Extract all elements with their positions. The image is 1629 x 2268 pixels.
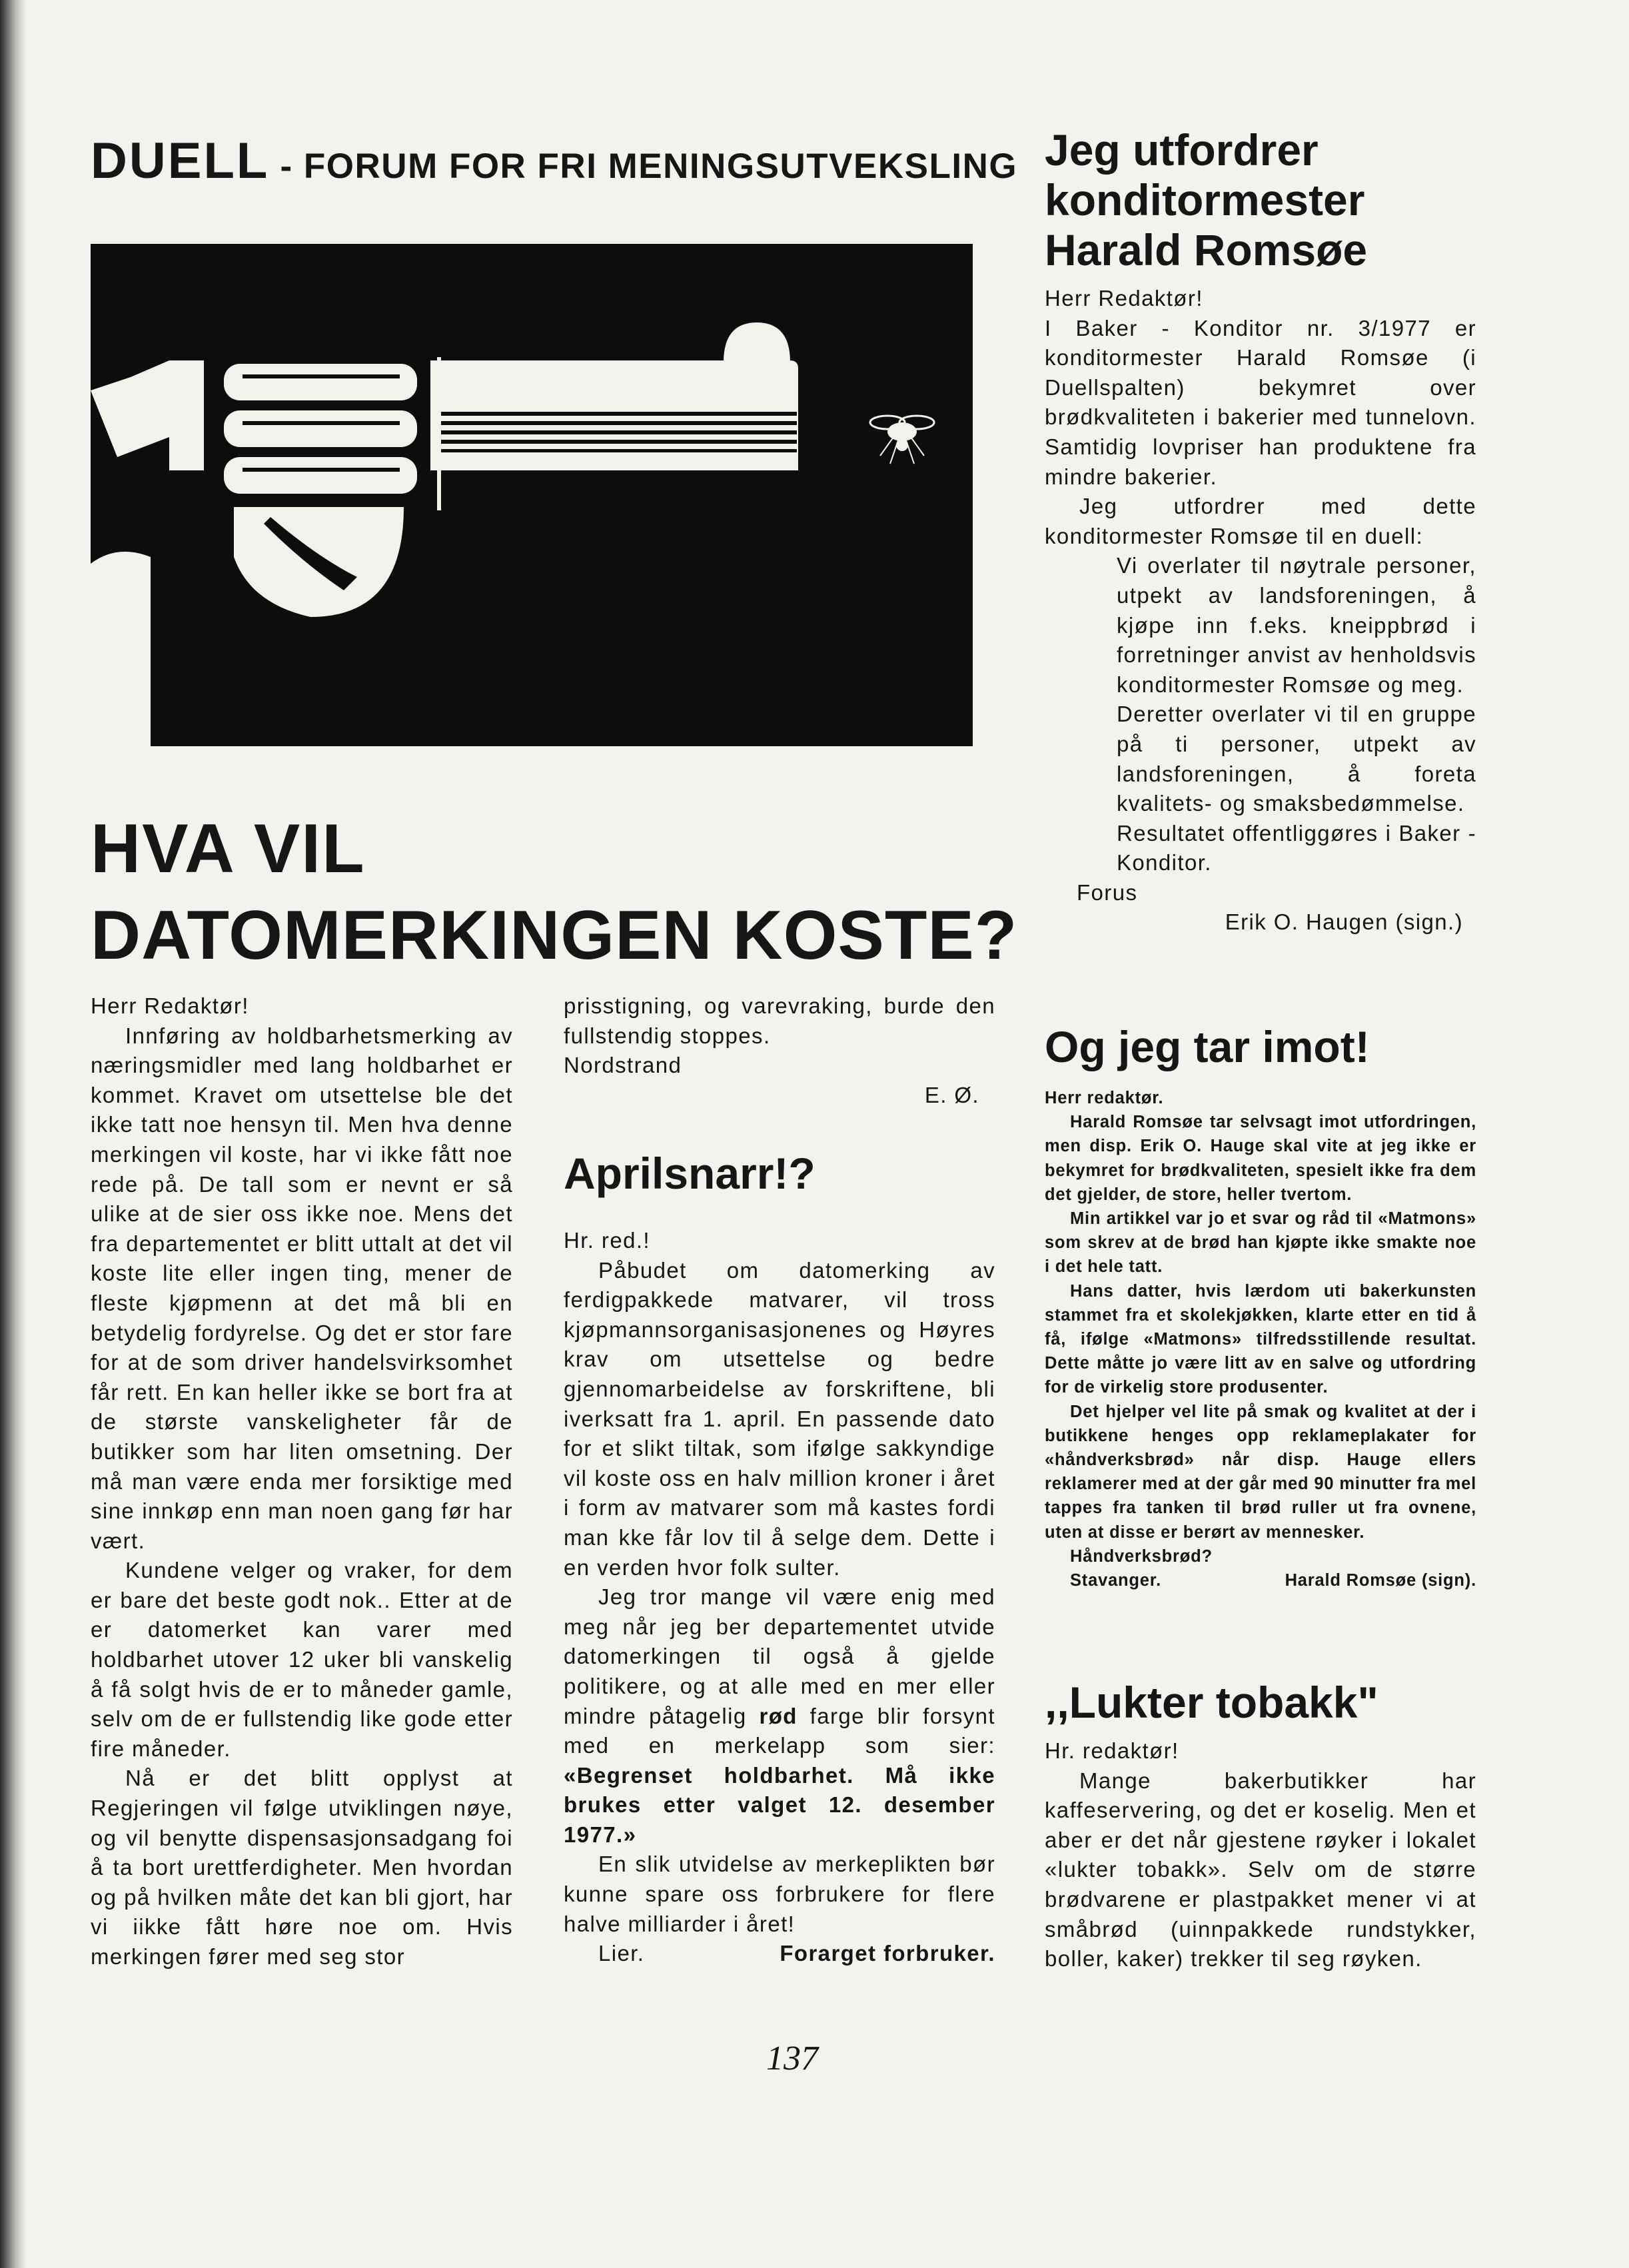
- barrel-line: [437, 449, 797, 452]
- article5-greeting: Hr. redaktør!: [1045, 1738, 1179, 1763]
- pistol-illustration: [91, 244, 973, 746]
- chamber-groove: [243, 421, 400, 425]
- article3-term: Vi overlater til nøytrale personer, utpekt av landsforeningen, å kjøpe inn f.eks. kneippbrød i forretninger anvist av henholdsvis konditormester Romsøe og meg.: [1117, 553, 1476, 697]
- article3-signature: Erik O. Haugen (sign.): [1225, 909, 1463, 935]
- page-edge-shadow: [0, 0, 27, 2268]
- article1-column2: [564, 991, 995, 1110]
- cylinder-chamber: [224, 410, 417, 447]
- article2-quote: «Begrenset holdbarhet. Må ikke brukes etter valget 12. desember 1977.»: [564, 1762, 995, 1847]
- article3-body: [1045, 284, 1476, 937]
- chamber-groove: [243, 468, 400, 472]
- article3-place: Forus: [1077, 879, 1138, 905]
- article1-place: Nordstrand: [564, 1053, 682, 1078]
- article3-headline-line2: konditormester: [1045, 175, 1365, 225]
- article4-paragraph: Harald Romsøe tar selvsagt imot utfordringen, men disp. Erik O. Hauge skal vite at jeg ikke er bekymret for brødkvaliteten, spesielt ikke fra dem det gjelder, de store, heller tvertom.: [1045, 1113, 1476, 1204]
- page-number: 137: [766, 2039, 818, 2077]
- article4-paragraph: Min artikkel var jo et svar og råd til «Matmons» som skrev at de brød han kjøpte ikke smakte noe i det hele tatt.: [1045, 1209, 1476, 1277]
- article3-term: Deretter overlater vi til en gruppe på ti personer, utpekt av landsforeningen, å foreta kvalitets- og smaksbedømmelse.: [1117, 702, 1476, 816]
- article1-greeting: Herr Redaktør!: [91, 993, 249, 1018]
- article2-signature: Forarget forbruker.: [780, 1941, 995, 1966]
- article2-p2-start: Jeg tror mange vil være enig med meg når jeg ber departementet utvide datomerkingen til også å gjelde politikere, og at alle med en mer eller mindre påtagelig: [564, 1584, 995, 1728]
- article5-body: [1045, 1736, 1476, 1974]
- article4-paragraph: Det hjelper vel lite på smak og kvalitet at der i butikkene henges opp reklameplakater for «håndverksbrød» når disp. Hauge ellers reklamerer med at der går med 90 minutter fra mel tappes fra tanken til brød ruller ut fra ovnene, uten at disse er berørt av mennesker.: [1045, 1402, 1476, 1542]
- barrel-line: [437, 430, 797, 434]
- article4-headline: Og jeg tar imot!: [1045, 1022, 1370, 1071]
- article1-paragraph: Innføring av holdbarhetsmerking av næringsmidler med lang holdbarhet er kommet. Kravet om utsettelse ble det ikke tatt noe hensyn til. Men hva denne merkingen vil koste, har vi ikke fått noe rede på. De tall som er nevnt er så ulike at de sier oss ikke noe. Mens det fra departementet er blitt uttalt at det vil koste lite eller ingen ting, mener de fleste kjøpmenn at det må bli en betydelig fordyrelse. Og det er stor fare for at de som driver handelsvirksomhet får rett. En kan heller ikke se bort fra at de største vanskeligheter får de butikker som har liten omsetning. Der må man være enda mer forsiktige med sine innkøp enn man noen gang før har vært.: [91, 1023, 513, 1553]
- article3-greeting: Herr Redaktør!: [1045, 286, 1203, 310]
- article5-paragraph: Mange bakerbutikker har kaffeservering, og det er koselig. Men et aber er det når gjestene røyker i lokalet «lukter tobakk». Selv om de større brødvarene er plastpakket mener vi at småbrød (uinnpakkede rundstykker, boller, kaker) trekker til seg røyken.: [1045, 1768, 1476, 1972]
- forum-header-separator: -: [269, 147, 304, 186]
- article2-greeting: Hr. red.!: [564, 1228, 650, 1253]
- article2-headline: Aprilsnarr!?: [564, 1149, 815, 1198]
- cylinder-chamber: [224, 457, 417, 494]
- forum-header: [91, 132, 1017, 190]
- article2-body: [564, 1226, 995, 1969]
- article2-signoff: [564, 1939, 995, 1969]
- article3-paragraph: I Baker - Konditor nr. 3/1977 er konditormester Harald Romsøe (i Duellspalten) bekymret over brødkvaliteten i bakerier med tunnelovn. Samtidig lovpriser han produktene fra mindre bakerier.: [1045, 315, 1476, 489]
- article3-term: Resultatet offentliggøres i Baker - Konditor.: [1117, 820, 1476, 875]
- article5-headline: ,,Lukter tobakk": [1045, 1678, 1378, 1727]
- cylinder-chamber: [224, 364, 417, 400]
- article4-question: Håndverksbrød?: [1070, 1546, 1213, 1566]
- article3-headline-line1: Jeg utfordrer: [1045, 125, 1319, 175]
- pistol-grip: [91, 552, 151, 746]
- article1-continuation: prisstigning, og varevraking, burde den fullstendig stoppes.: [564, 993, 995, 1048]
- article3-headline: [1045, 125, 1367, 275]
- article1-headline-line2: DATOMERKINGEN KOSTE?: [91, 897, 1018, 974]
- article4-greeting: Herr redaktør.: [1045, 1089, 1164, 1107]
- article4-signature: Harald Romsøe (sign).: [1285, 1571, 1476, 1590]
- article4-body: [1045, 1086, 1476, 1592]
- barrel-line: [437, 440, 797, 444]
- barrel-line: [437, 421, 797, 425]
- chamber-groove: [243, 374, 400, 378]
- article1-column1: [91, 991, 513, 1972]
- article1-signature: E. Ø.: [924, 1082, 979, 1107]
- article4-place: Stavanger.: [1070, 1571, 1161, 1590]
- article2-p2-mid: farge blir forsynt med en merkelapp som sier:: [564, 1703, 995, 1758]
- cylinder-edge: [437, 357, 441, 510]
- article1-headline-line1: HVA VIL: [91, 810, 366, 887]
- barrel-line: [437, 412, 797, 416]
- forum-header-prefix: DUELL: [91, 133, 270, 189]
- article3-headline-line3: Harald Romsøe: [1045, 225, 1368, 275]
- article2-paragraph: [564, 1582, 995, 1850]
- article4-paragraph: Hans datter, hvis lærdom uti bakerkunsten stammet fra et skolekjøkken, klarte etter en tid å få, ifølge «Matmons» tilfredsstillende resultat. Dette måtte jo være litt av en salve og utfordring for de virkelig store produsenter.: [1045, 1281, 1476, 1397]
- article3-terms: [1045, 551, 1476, 878]
- forum-header-rest: FORUM FOR FRI MENINGSUTVEKSLING: [303, 147, 1018, 186]
- article2-bold-word: rød: [759, 1703, 798, 1728]
- article4-signoff: [1045, 1568, 1476, 1592]
- article2-place: Lier.: [598, 1941, 645, 1966]
- article2-paragraph: Påbudet om datomerking av ferdigpakkede matvarer, vil tross kjøpmannsorganisasjonenes og Høyres krav om utsettelse og bedre gjennomarbeidelse av forskriftene, bli iverksatt fra 1. april. En passende dato for et slikt tiltak, som ifølge sakkyndige vil koste oss en halv million kroner i året i form av matvarer som må kastes fordi man kke får lov til å selge dem. Dette i en verden hvor folk sulter.: [564, 1257, 995, 1580]
- article3-paragraph: Jeg utfordrer med dette konditormester Romsøe til en duell:: [1045, 494, 1476, 548]
- article1-paragraph: Kundene velger og vraker, for dem er bare det beste godt nok.. Etter at de er datomerket kan varer med holdbarhet utover 12 uker bli vanskelig å få solgt hvis de er to måneder gamle, selv om de er fullstendig like gode etter fire måneder.: [91, 1558, 513, 1761]
- article1-paragraph: Nå er det blitt opplyst at Regjeringen vil følge utviklingen nøye, og vil benytte dispensasjonsadgang foi å ta bort urettferdigheter. Men hvordan og på hvilken måte det kan bli gjort, har vi iikke fått høre noe om. Hvis merkingen fører med seg stor: [91, 1766, 513, 1969]
- article2-paragraph: En slik utvidelse av merkeplikten bør kunne spare oss forbrukere for flere halve milliarder i året!: [564, 1852, 995, 1936]
